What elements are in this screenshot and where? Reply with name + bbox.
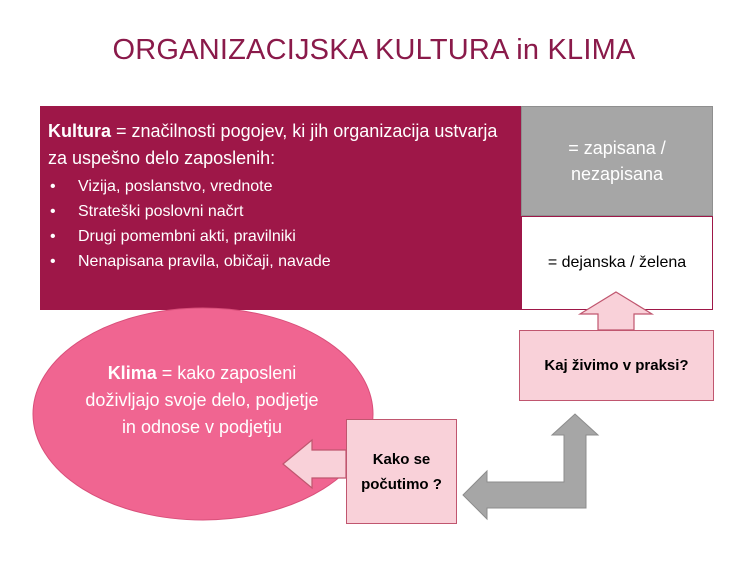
climate-definition: = kako zaposleni doživljajo svoje delo, podjetje in odnose v podjetju (85, 363, 319, 437)
climate-term: Klima (107, 363, 157, 383)
up-arrow (580, 292, 652, 330)
culture-term: Kultura (48, 121, 111, 141)
culture-definition: = značilnosti pogojev, ki jih organizacija ustvarja za uspešno delo zaposlenih: (48, 121, 498, 168)
diagram-title: ORGANIZACIJSKA KULTURA in KLIMA (112, 34, 636, 66)
culture-bullet: • Drugi pomembni akti, pravilniki (48, 224, 513, 249)
practice-question-box (519, 330, 714, 401)
actual-label: = dejanska / želena (547, 254, 687, 271)
bent-arrow (463, 414, 598, 519)
feeling-question: Kako se počutimo ? (361, 450, 442, 493)
written-label: = zapisana / nezapisana (568, 138, 666, 184)
feeling-question-box (346, 419, 457, 524)
climate-text (82, 360, 322, 441)
culture-bullet: • Strateški poslovni načrt (48, 199, 513, 224)
culture-bullet: • Vizija, poslanstvo, vrednote (48, 174, 513, 199)
practice-question: Kaj živimo v praksi? (544, 357, 689, 374)
culture-bullet: • Nenapisana pravila, običaji, navade (48, 249, 513, 274)
